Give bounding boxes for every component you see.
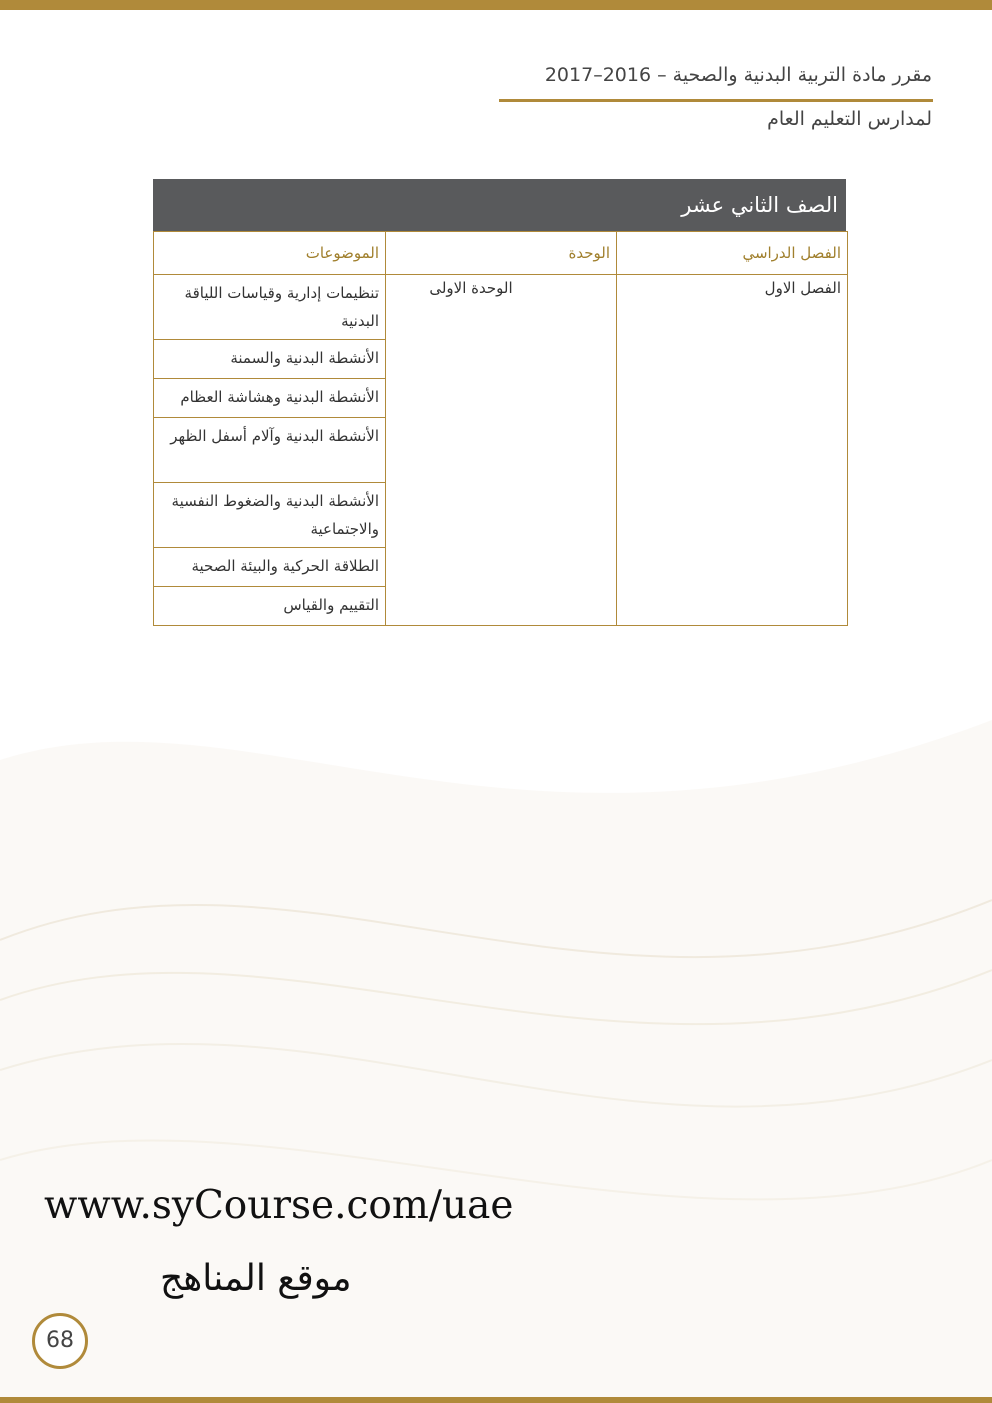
table-header-row	[154, 232, 848, 275]
header-divider	[499, 99, 933, 102]
page-number: 68	[32, 1313, 88, 1369]
schools-subtitle: لمدارس التعليم العام	[767, 108, 932, 130]
table-row	[154, 275, 848, 340]
grade-banner: الصف الثاني عشر	[153, 179, 846, 231]
course-title: مقرر مادة التربية البدنية والصحية – 2016–2017	[544, 64, 932, 86]
unit-cell	[386, 275, 617, 626]
topic-cell: الأنشطة البدنية والسمنة	[154, 340, 386, 379]
header-topics: الموضوعات	[154, 232, 386, 275]
bottom-accent-bar	[0, 1397, 992, 1403]
top-accent-bar	[0, 0, 992, 10]
topic-cell: الأنشطة البدنية والضغوط النفسية والاجتماعية	[154, 483, 386, 548]
header-unit: الوحدة	[386, 232, 617, 275]
topic-cell: التقييم والقياس	[154, 587, 386, 626]
background-wave-decoration	[0, 640, 992, 1400]
header-semester: الفصل الدراسي	[617, 232, 848, 275]
curriculum-table	[153, 231, 848, 626]
site-name-watermark: موقع المناهج	[160, 1258, 352, 1299]
topic-cell: الأنشطة البدنية وهشاشة العظام	[154, 379, 386, 418]
topic-cell: تنظيمات إدارية وقياسات اللياقة البدنية	[154, 275, 386, 340]
topic-cell: الطلاقة الحركية والبيئة الصحية	[154, 548, 386, 587]
unit-label: الوحدة الاولى	[429, 279, 513, 297]
semester-cell: الفصل الاول	[617, 275, 848, 626]
topic-cell: الأنشطة البدنية وآلام أسفل الظهر	[154, 418, 386, 483]
website-watermark: www.syCourse.com/uae	[44, 1183, 514, 1228]
